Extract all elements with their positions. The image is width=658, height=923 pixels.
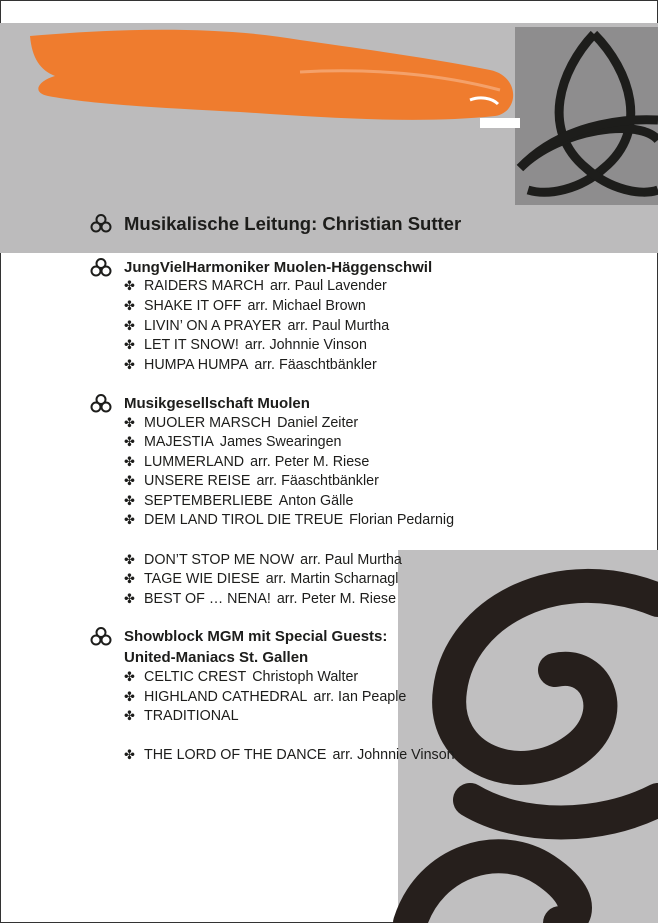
list-item — [144, 472, 379, 490]
triquetra-knot-icon — [520, 34, 658, 192]
piece-title: DON’T STOP ME NOW — [144, 552, 295, 568]
four-leaf-bullet-icon: ✤ — [124, 708, 135, 723]
four-leaf-bullet-icon: ✤ — [124, 669, 135, 684]
four-leaf-bullet-icon: ✤ — [124, 571, 135, 586]
four-leaf-bullet-icon: ✤ — [124, 318, 135, 333]
list-item — [144, 668, 358, 686]
piece-credit: arr. Peter M. Riese — [250, 454, 370, 470]
list-item — [144, 707, 239, 725]
four-leaf-bullet-icon: ✤ — [124, 357, 135, 372]
piece-title: CELTIC CREST — [144, 669, 247, 685]
four-leaf-bullet-icon: ✤ — [124, 591, 135, 606]
four-leaf-bullet-icon: ✤ — [124, 689, 135, 704]
list-item — [144, 746, 455, 764]
four-leaf-bullet-icon: ✤ — [124, 454, 135, 469]
list-item — [144, 433, 342, 451]
piece-title: HUMPA HUMPA — [144, 357, 249, 373]
piece-credit: Florian Pedarnig — [349, 512, 455, 528]
piece-title: MUOLER MARSCH — [144, 415, 272, 431]
four-leaf-bullet-icon: ✤ — [124, 434, 135, 449]
list-item — [144, 277, 387, 295]
piece-title: SHAKE IT OFF — [144, 298, 242, 314]
piece-title: UNSERE REISE — [144, 473, 251, 489]
piece-credit: arr. Fäaschtbänkler — [256, 473, 379, 489]
list-item — [144, 688, 406, 706]
piece-title: LUMMERLAND — [144, 454, 245, 470]
piece-title: TRADITIONAL — [144, 708, 239, 724]
list-item — [144, 453, 369, 471]
piece-credit: arr. Martin Scharnagl — [265, 571, 399, 587]
piece-credit: arr. Ian Peaple — [313, 689, 407, 705]
triskele-icon — [89, 627, 113, 647]
piece-credit: Anton Gälle — [278, 493, 354, 509]
piece-title: BEST OF … NENA! — [144, 591, 271, 607]
piece-credit: arr. Fäaschtbänkler — [254, 357, 377, 373]
triskele-icon — [89, 214, 113, 234]
piece-title: LET IT SNOW! — [144, 337, 239, 353]
piece-title: RAIDERS MARCH — [144, 278, 264, 294]
list-item — [144, 356, 377, 374]
piece-credit: arr. Paul Lavender — [269, 278, 387, 294]
four-leaf-bullet-icon: ✤ — [124, 493, 135, 508]
main-title: Musikalische Leitung: Christian Sutter — [124, 213, 462, 234]
piece-title: HIGHLAND CATHEDRAL — [144, 689, 308, 705]
four-leaf-bullet-icon: ✤ — [124, 552, 135, 567]
list-item — [144, 511, 454, 529]
section-title: Showblock MGM mit Special Guests: — [124, 628, 388, 645]
list-item — [144, 492, 353, 510]
triskele-icon — [89, 394, 113, 414]
piece-credit: James Swearingen — [219, 434, 342, 450]
list-item — [144, 551, 402, 569]
triskele-icon — [89, 258, 113, 278]
piece-credit: arr. Paul Murtha — [300, 552, 402, 568]
piece-credit: arr. Johnnie Vinson — [244, 337, 367, 353]
piece-title: THE LORD OF THE DANCE — [144, 747, 327, 763]
four-leaf-bullet-icon: ✤ — [124, 473, 135, 488]
four-leaf-bullet-icon: ✤ — [124, 298, 135, 313]
piece-credit: Daniel Zeiter — [277, 415, 359, 431]
list-item — [144, 414, 358, 432]
list-item — [144, 297, 366, 315]
piece-credit: arr. Peter M. Riese — [276, 591, 397, 607]
section-title: JungVielHarmoniker Muolen-Häggenschwil — [124, 259, 433, 276]
spiral-background — [398, 550, 658, 923]
four-leaf-bullet-icon: ✤ — [124, 747, 135, 762]
piece-title: LIVIN’ ON A PRAYER — [144, 318, 282, 334]
piece-title: SEPTEMBERLIEBE — [144, 493, 273, 509]
section-subtitle: United-Maniacs St. Gallen — [124, 649, 309, 666]
piece-title: TAGE WIE DIESE — [144, 571, 260, 587]
list-item — [144, 570, 398, 588]
section-title: Musikgesellschaft Muolen — [124, 395, 310, 412]
list-item — [144, 590, 396, 608]
piece-title: MAJESTIA — [144, 434, 214, 450]
piece-credit: arr. Michael Brown — [247, 298, 366, 314]
four-leaf-bullet-icon: ✤ — [124, 512, 135, 527]
four-leaf-bullet-icon: ✤ — [124, 278, 135, 293]
piece-title: DEM LAND TIROL DIE TREUE — [144, 512, 344, 528]
list-item — [144, 317, 389, 335]
piece-credit: Christoph Walter — [252, 669, 359, 685]
piece-credit: arr. Paul Murtha — [287, 318, 390, 334]
piece-credit: arr. Johnnie Vinson — [332, 747, 455, 763]
orange-brush-stroke — [30, 30, 513, 120]
list-item — [144, 336, 367, 354]
four-leaf-bullet-icon: ✤ — [124, 337, 135, 352]
four-leaf-bullet-icon: ✤ — [124, 415, 135, 430]
